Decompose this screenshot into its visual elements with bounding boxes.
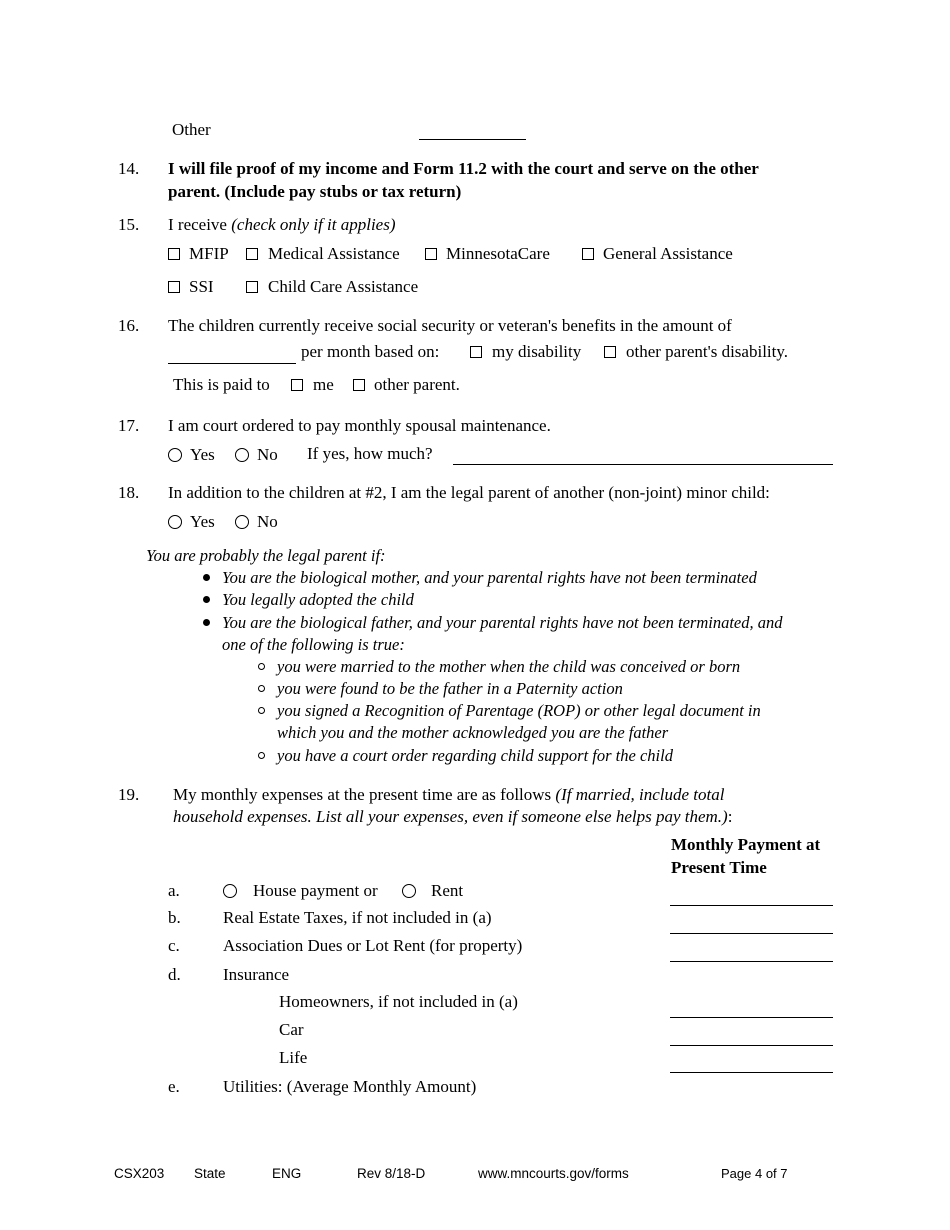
expense-d-life-label: Life — [279, 1048, 308, 1067]
bullet-icon — [203, 574, 210, 581]
minnesotacare-checkbox[interactable] — [425, 248, 437, 260]
legal-parent-bullet-2: You legally adopted the child — [222, 590, 414, 609]
expense-d-label: Insurance — [223, 965, 290, 984]
q17-text: I am court ordered to pay monthly spousal maintenance. — [168, 416, 551, 435]
q17-no-radio[interactable] — [235, 448, 249, 462]
legal-parent-sub-3-line2: which you and the mother acknowledged you are the father — [277, 723, 669, 742]
legal-parent-sub-3-line1: you signed a Recognition of Parentage (ROP) or other legal document in — [277, 701, 761, 720]
other-parent-disability-checkbox[interactable] — [604, 346, 616, 358]
medical-assistance-checkbox[interactable] — [246, 248, 258, 260]
expense-e-letter: e. — [168, 1077, 180, 1096]
house-payment-label: House payment or — [253, 881, 378, 900]
footer-url[interactable]: www.mncourts.gov/forms — [478, 1166, 629, 1181]
legal-parent-intro: You are probably the legal parent if: — [146, 546, 386, 565]
general-assistance-checkbox[interactable] — [582, 248, 594, 260]
sub-bullet-icon — [258, 752, 265, 759]
q18-no-radio[interactable] — [235, 515, 249, 529]
q19-text-line2: household expenses. List all your expenses, even if someone else helps pay them.): — [173, 807, 733, 826]
ssi-label: SSI — [189, 277, 214, 296]
expense-b-letter: b. — [168, 908, 181, 927]
other-label: Other — [172, 120, 211, 139]
sub-bullet-icon — [258, 685, 265, 692]
paid-to-other-parent-label: other parent. — [374, 375, 460, 394]
paid-to-me-checkbox[interactable] — [291, 379, 303, 391]
legal-parent-bullet-1: You are the biological mother, and your parental rights have not been terminated — [222, 568, 757, 587]
expense-d-letter: d. — [168, 965, 181, 984]
expense-c-label: Association Dues or Lot Rent (for property) — [223, 936, 523, 955]
expense-a-letter: a. — [168, 881, 180, 900]
my-disability-checkbox[interactable] — [470, 346, 482, 358]
expense-a-amount-field[interactable] — [670, 905, 833, 906]
paid-to-other-parent-checkbox[interactable] — [353, 379, 365, 391]
house-payment-radio[interactable] — [223, 884, 237, 898]
expense-d-life-amount-field[interactable] — [670, 1072, 833, 1073]
bullet-icon — [203, 596, 210, 603]
q15-number: 15. — [118, 215, 140, 234]
legal-parent-sub-4: you have a court order regarding child support for the child — [277, 746, 673, 765]
bullet-icon — [203, 619, 210, 626]
paid-to-me-label: me — [313, 375, 334, 394]
monthly-payment-header-line2: Present Time — [671, 858, 767, 877]
q17-yes-label: Yes — [190, 445, 215, 464]
footer-page-number: Page 4 of 7 — [721, 1166, 788, 1181]
minnesotacare-label: MinnesotaCare — [446, 244, 550, 263]
child-care-assistance-checkbox[interactable] — [246, 281, 258, 293]
q19-text-line1: My monthly expenses at the present time are as follows (If married, include total — [173, 785, 725, 804]
expense-d-car-amount-field[interactable] — [670, 1045, 833, 1046]
mfip-checkbox[interactable] — [168, 248, 180, 260]
spousal-maintenance-amount-field[interactable] — [453, 464, 833, 465]
expense-d-homeowners-amount-field[interactable] — [670, 1017, 833, 1018]
q17-number: 17. — [118, 416, 140, 435]
expense-d-car-label: Car — [279, 1020, 304, 1039]
q14-text-line2: parent. (Include pay stubs or tax return) — [168, 182, 462, 201]
rent-radio[interactable] — [402, 884, 416, 898]
other-amount-field[interactable] — [419, 139, 526, 140]
child-care-assistance-label: Child Care Assistance — [268, 277, 419, 296]
q18-number: 18. — [118, 483, 140, 502]
benefits-amount-field[interactable] — [168, 363, 296, 364]
monthly-payment-header-line1: Monthly Payment at — [671, 835, 821, 854]
q14-number: 14. — [118, 159, 140, 178]
sub-bullet-icon — [258, 707, 265, 714]
footer-state: State — [194, 1166, 226, 1181]
sub-bullet-icon — [258, 663, 265, 670]
q16-text: The children currently receive social security or veteran's benefits in the amount of — [168, 316, 732, 335]
expense-d-homeowners-label: Homeowners, if not included in (a) — [279, 992, 518, 1011]
paid-to-label: This is paid to — [173, 375, 270, 394]
mfip-label: MFIP — [189, 244, 229, 263]
how-much-label: If yes, how much? — [307, 444, 433, 463]
expense-b-amount-field[interactable] — [670, 933, 833, 934]
legal-parent-bullet-3-line1: You are the biological father, and your parental rights have not been terminated, and — [222, 613, 783, 632]
expense-b-label: Real Estate Taxes, if not included in (a) — [223, 908, 492, 927]
my-disability-label: my disability — [492, 342, 582, 361]
expense-c-letter: c. — [168, 936, 180, 955]
expense-c-amount-field[interactable] — [670, 961, 833, 962]
per-month-label: per month based on: — [301, 342, 440, 361]
footer-form-code: CSX203 — [114, 1166, 165, 1181]
ssi-checkbox[interactable] — [168, 281, 180, 293]
legal-parent-bullet-3-line2: one of the following is true: — [222, 635, 405, 654]
q17-yes-radio[interactable] — [168, 448, 182, 462]
q15-question: I receive (check only if it applies) — [168, 215, 396, 234]
q18-no-label: No — [257, 512, 278, 531]
legal-parent-sub-1: you were married to the mother when the child was conceived or born — [277, 657, 741, 676]
legal-parent-sub-2: you were found to be the father in a Paternity action — [277, 679, 623, 698]
other-parent-disability-label: other parent's disability. — [626, 342, 789, 361]
footer-language: ENG — [272, 1166, 302, 1181]
q16-number: 16. — [118, 316, 140, 335]
general-assistance-label: General Assistance — [603, 244, 733, 263]
q18-yes-label: Yes — [190, 512, 215, 531]
medical-assistance-label: Medical Assistance — [268, 244, 400, 263]
q19-number: 19. — [118, 785, 140, 804]
q18-text: In addition to the children at #2, I am the legal parent of another (non-joint) minor child: — [168, 483, 770, 502]
q17-no-label: No — [257, 445, 278, 464]
footer-revision: Rev 8/18-D — [357, 1166, 426, 1181]
rent-label: Rent — [431, 881, 464, 900]
q14-text-line1: I will file proof of my income and Form 11.2 with the court and serve on the other — [168, 159, 759, 178]
expense-e-label: Utilities: (Average Monthly Amount) — [223, 1077, 477, 1096]
q18-yes-radio[interactable] — [168, 515, 182, 529]
